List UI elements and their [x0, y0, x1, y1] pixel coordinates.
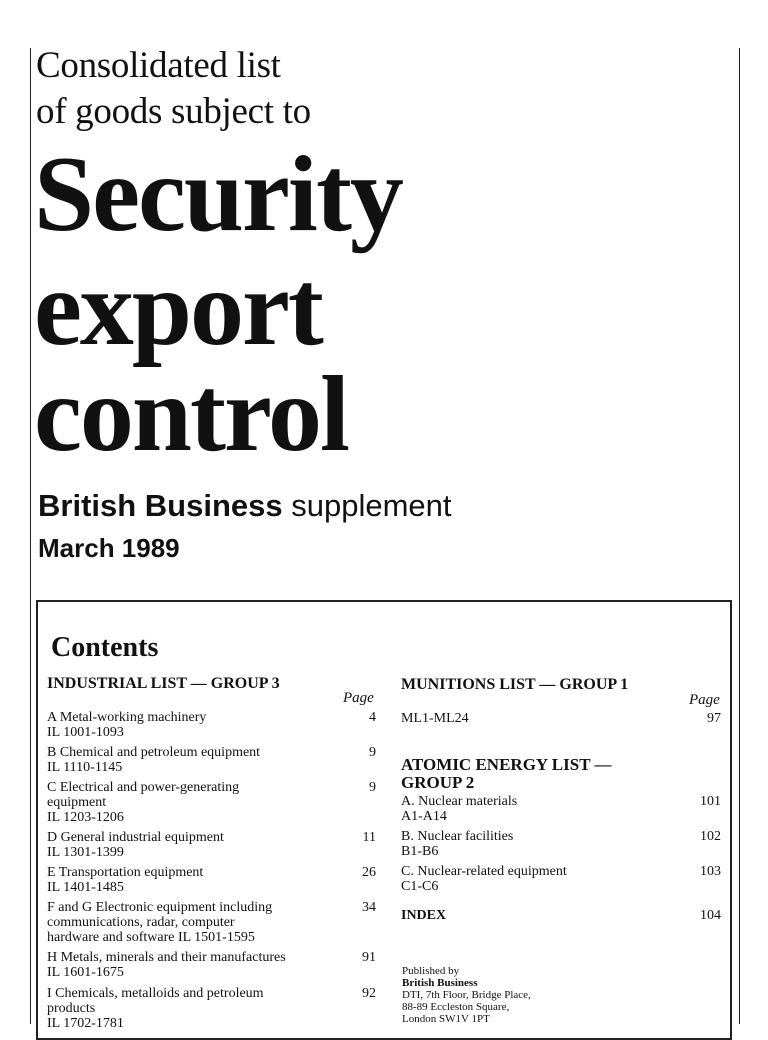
brand-name: British Business [38, 488, 283, 523]
page-border-left [30, 48, 31, 1024]
title-control: control [34, 355, 348, 474]
industrial-entry-h-page: 91 [362, 950, 376, 965]
industrial-entry-b: B Chemical and petroleum equipment IL 1110-1145 [47, 745, 261, 775]
index-entry-page: 104 [700, 908, 721, 923]
publisher-name: British Business [402, 977, 478, 989]
munitions-entry: ML1-ML24 [401, 711, 469, 726]
munitions-entry-page: 97 [707, 711, 721, 726]
title-security: Security [34, 135, 402, 254]
page-border-right [739, 48, 740, 1024]
supplement-word: supplement [291, 488, 452, 523]
page-column-label-right: Page [689, 692, 720, 708]
publisher-address-2: 88-89 Eccleston Square, [402, 1001, 510, 1013]
publisher-address-1: DTI, 7th Floor, Bridge Place, [402, 989, 531, 1001]
industrial-entry-i-page: 92 [362, 986, 376, 1001]
page-column-label-left: Page [343, 690, 374, 706]
index-entry: INDEX [401, 908, 447, 923]
industrial-list-heading: INDUSTRIAL LIST — GROUP 3 [47, 675, 280, 692]
industrial-entry-e-page: 26 [362, 865, 376, 880]
subtitle-line-1: Consolidated list [36, 45, 281, 86]
atomic-entry-b: B. Nuclear facilities B1-B6 [401, 829, 514, 859]
published-by-label: Published by [402, 965, 460, 977]
industrial-entry-d-page: 11 [362, 830, 376, 845]
industrial-entry-c: C Electrical and power-generating equipment IL 1203-1206 [47, 780, 240, 825]
munitions-list-heading: MUNITIONS LIST — GROUP 1 [401, 676, 629, 693]
atomic-entry-c-page: 103 [700, 864, 721, 879]
industrial-entry-fg: F and G Electronic equipment including communications, radar, computer hardware and software IL 1501-1595 [47, 900, 273, 945]
industrial-entry-b-page: 9 [369, 745, 376, 760]
issue-date: March 1989 [38, 533, 180, 563]
atomic-entry-a: A. Nuclear materials A1-A14 [401, 794, 518, 824]
industrial-entry-i: I Chemicals, metalloids and petroleum products IL 1702-1781 [47, 986, 264, 1031]
contents-heading: Contents [51, 632, 159, 663]
supplement-line [38, 488, 452, 524]
atomic-entry-b-page: 102 [700, 829, 721, 844]
industrial-entry-e: E Transportation equipment IL 1401-1485 [47, 865, 204, 895]
industrial-entry-a: A Metal-working machinery IL 1001-1093 [47, 710, 207, 740]
industrial-entry-h: H Metals, minerals and their manufactures IL 1601-1675 [47, 950, 286, 980]
publisher-address-3: London SW1V 1PT [402, 1013, 490, 1025]
industrial-entry-a-page: 4 [369, 710, 376, 725]
industrial-entry-d: D General industrial equipment IL 1301-1399 [47, 830, 224, 860]
subtitle-line-2: of goods subject to [36, 91, 311, 132]
atomic-entry-a-page: 101 [700, 794, 721, 809]
atomic-energy-heading: ATOMIC ENERGY LIST — GROUP 2 [401, 755, 612, 792]
atomic-entry-c: C. Nuclear-related equipment C1-C6 [401, 864, 567, 894]
title-export: export [34, 249, 322, 368]
industrial-entry-fg-page: 34 [362, 900, 376, 915]
industrial-entry-c-page: 9 [369, 780, 376, 795]
